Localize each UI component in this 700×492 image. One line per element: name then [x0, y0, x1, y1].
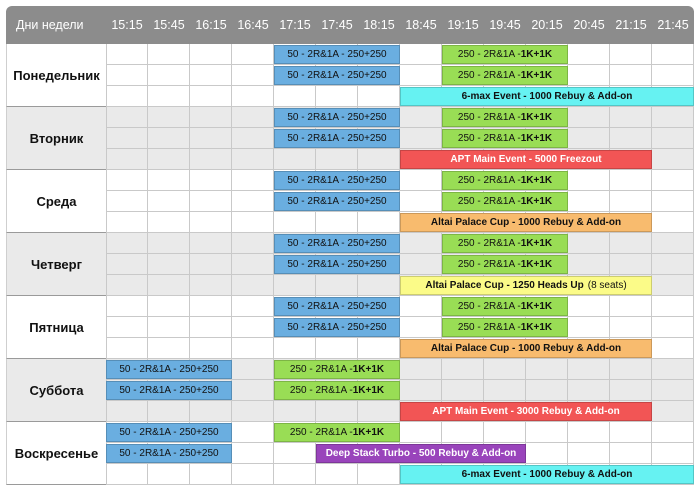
day-label: Понедельник	[6, 44, 106, 107]
header-time: 17:45	[316, 6, 358, 44]
grid-cell	[316, 464, 358, 485]
grid-cell	[148, 317, 190, 338]
grid-cell	[652, 191, 694, 212]
grid-cell	[232, 317, 274, 338]
grid-cell	[232, 464, 274, 485]
grid-cell	[400, 191, 442, 212]
grid-cell	[652, 170, 694, 191]
grid-cell	[190, 149, 232, 170]
grid-cell	[610, 254, 652, 275]
grid-cell	[568, 233, 610, 254]
grid-cell	[232, 380, 274, 401]
grid-cell	[568, 170, 610, 191]
day-label: Вторник	[6, 107, 106, 170]
tournament-event[interactable]: 250 - 2R&1A - 1K+1K	[442, 192, 568, 211]
grid-cell	[610, 65, 652, 86]
grid-cell	[568, 65, 610, 86]
grid-cell	[232, 191, 274, 212]
header-time: 21:15	[610, 6, 652, 44]
header-time: 16:15	[190, 6, 232, 44]
grid-cell	[400, 296, 442, 317]
tournament-event[interactable]: 50 - 2R&1A - 250+250	[274, 192, 400, 211]
grid-cell	[610, 380, 652, 401]
grid-cell	[148, 275, 190, 296]
grid-cell	[190, 107, 232, 128]
grid-cell	[316, 338, 358, 359]
grid-cell	[106, 170, 148, 191]
event-highlight: APT Main Event - 3000 Rebuy & Add-on	[432, 406, 620, 417]
grid-cell	[274, 149, 316, 170]
grid-cell	[358, 401, 400, 422]
event-highlight: 1K+1K	[520, 196, 553, 207]
event-highlight: 1K+1K	[520, 133, 553, 144]
grid-cell	[652, 296, 694, 317]
event-highlight: Altai Palace Cup - 1000 Rebuy & Add-on	[430, 217, 622, 228]
grid-cell	[568, 317, 610, 338]
grid-cell	[610, 128, 652, 149]
grid-cell	[610, 296, 652, 317]
grid-cell	[316, 212, 358, 233]
grid-cell	[274, 443, 316, 464]
grid-cell	[652, 128, 694, 149]
tournament-event[interactable]	[400, 339, 652, 358]
event-highlight: 6-max Event - 1000 Rebuy & Add-on	[461, 91, 633, 102]
header-days-label: Дни недели	[6, 6, 106, 44]
grid-cell	[190, 254, 232, 275]
tournament-event[interactable]	[316, 444, 526, 463]
grid-cell	[106, 275, 148, 296]
grid-cell	[232, 338, 274, 359]
grid-cell	[274, 275, 316, 296]
grid-cell	[190, 44, 232, 65]
grid-cell	[568, 359, 610, 380]
grid-cell	[568, 107, 610, 128]
grid-cell	[484, 422, 526, 443]
grid-cell	[358, 149, 400, 170]
day-label: Пятница	[6, 296, 106, 359]
header-time: 15:45	[148, 6, 190, 44]
grid-cell	[148, 191, 190, 212]
grid-cell	[610, 422, 652, 443]
header-time: 20:45	[568, 6, 610, 44]
tournament-event[interactable]: 250 - 2R&1A - 1K+1K	[442, 234, 568, 253]
tournament-event[interactable]: 250 - 2R&1A - 1K+1K	[442, 66, 568, 85]
grid-cell	[652, 65, 694, 86]
grid-cell	[652, 254, 694, 275]
grid-cell	[610, 107, 652, 128]
grid-cell	[190, 317, 232, 338]
tournament-event[interactable]	[400, 87, 694, 106]
grid-cell	[232, 275, 274, 296]
grid-cell	[106, 128, 148, 149]
day-label: Четверг	[6, 233, 106, 296]
grid-cell	[568, 128, 610, 149]
grid-cell	[652, 443, 694, 464]
grid-cell	[190, 296, 232, 317]
header-time: 21:45	[652, 6, 694, 44]
grid-cell	[232, 170, 274, 191]
grid-cell	[190, 338, 232, 359]
event-highlight: 1K+1K	[352, 364, 385, 375]
grid-cell	[148, 86, 190, 107]
grid-cell	[652, 233, 694, 254]
grid-cell	[106, 233, 148, 254]
grid-cell	[358, 86, 400, 107]
grid-cell	[652, 338, 694, 359]
grid-cell	[232, 128, 274, 149]
event-highlight: APT Main Event - 5000 Freezout	[450, 154, 602, 165]
grid-cell	[652, 275, 694, 296]
grid-cell	[190, 212, 232, 233]
grid-cell	[274, 212, 316, 233]
grid-cell	[190, 170, 232, 191]
grid-cell	[568, 380, 610, 401]
event-highlight: 1K+1K	[520, 175, 553, 186]
grid-cell	[232, 212, 274, 233]
grid-cell	[400, 359, 442, 380]
grid-cell	[400, 107, 442, 128]
grid-cell	[106, 65, 148, 86]
grid-cell	[358, 464, 400, 485]
grid-cell	[568, 44, 610, 65]
tournament-event[interactable]: 250 - 2R&1A - 1K+1K	[442, 318, 568, 337]
grid-cell	[652, 212, 694, 233]
header-time: 18:45	[400, 6, 442, 44]
grid-cell	[190, 401, 232, 422]
grid-cell	[232, 254, 274, 275]
grid-cell	[232, 65, 274, 86]
tournament-event[interactable]	[400, 213, 652, 232]
grid-cell	[610, 359, 652, 380]
grid-cell	[148, 233, 190, 254]
grid-cell	[190, 464, 232, 485]
grid-cell	[190, 191, 232, 212]
tournament-event[interactable]	[400, 276, 652, 295]
tournament-event[interactable]: 50 - 2R&1A - 250+250	[274, 255, 400, 274]
tournament-event[interactable]: 50 - 2R&1A - 250+250	[274, 234, 400, 253]
tournament-event[interactable]: 50 - 2R&1A - 250+250	[106, 381, 232, 400]
grid-cell	[526, 422, 568, 443]
event-highlight: 1K+1K	[520, 301, 553, 312]
grid-cell	[652, 380, 694, 401]
tournament-event[interactable]: 250 - 2R&1A - 1K+1K	[274, 381, 400, 400]
grid-cell	[610, 44, 652, 65]
grid-cell	[484, 380, 526, 401]
grid-cell	[610, 170, 652, 191]
grid-cell	[610, 233, 652, 254]
tournament-event[interactable]: 250 - 2R&1A - 1K+1K	[442, 255, 568, 274]
grid-cell	[652, 422, 694, 443]
grid-cell	[568, 254, 610, 275]
grid-cell	[148, 296, 190, 317]
header-time: 15:15	[106, 6, 148, 44]
grid-cell	[274, 338, 316, 359]
grid-cell	[610, 191, 652, 212]
header-time: 19:45	[484, 6, 526, 44]
grid-cell	[400, 128, 442, 149]
grid-cell	[148, 128, 190, 149]
grid-cell	[148, 149, 190, 170]
grid-cell	[400, 44, 442, 65]
grid-cell	[106, 212, 148, 233]
tournament-event[interactable]: 250 - 2R&1A - 1K+1K	[274, 423, 400, 442]
tournament-event[interactable]: 250 - 2R&1A - 1K+1K	[442, 171, 568, 190]
tournament-event[interactable]: 50 - 2R&1A - 250+250	[106, 444, 232, 463]
header-time: 20:15	[526, 6, 568, 44]
tournament-event[interactable]	[400, 402, 652, 421]
day-label: Воскресенье	[6, 422, 106, 485]
tournament-event[interactable]	[400, 150, 652, 169]
grid-cell	[106, 107, 148, 128]
grid-cell	[442, 359, 484, 380]
grid-cell	[400, 170, 442, 191]
grid-cell	[106, 44, 148, 65]
event-highlight: 1K+1K	[520, 238, 553, 249]
grid-cell	[568, 191, 610, 212]
grid-cell	[442, 380, 484, 401]
tournament-event[interactable]: 50 - 2R&1A - 250+250	[106, 360, 232, 379]
event-highlight: 1K+1K	[520, 259, 553, 270]
grid-cell	[610, 443, 652, 464]
grid-cell	[358, 338, 400, 359]
grid-cell	[400, 65, 442, 86]
event-highlight: 1K+1K	[352, 385, 385, 396]
grid-cell	[148, 44, 190, 65]
grid-cell	[568, 422, 610, 443]
grid-cell	[274, 464, 316, 485]
grid-cell	[106, 464, 148, 485]
grid-cell	[232, 86, 274, 107]
grid-cell	[232, 401, 274, 422]
grid-cell	[148, 338, 190, 359]
grid-cell	[106, 401, 148, 422]
grid-cell	[232, 149, 274, 170]
grid-cell	[190, 65, 232, 86]
tournament-event[interactable]: 50 - 2R&1A - 250+250	[274, 129, 400, 148]
grid-cell	[190, 233, 232, 254]
event-highlight: 1K+1K	[520, 49, 553, 60]
tournament-event[interactable]: 250 - 2R&1A - 1K+1K	[274, 360, 400, 379]
tournament-event[interactable]: 250 - 2R&1A - 1K+1K	[442, 297, 568, 316]
grid-cell	[526, 359, 568, 380]
grid-cell	[232, 233, 274, 254]
grid-cell	[316, 149, 358, 170]
header-time: 17:15	[274, 6, 316, 44]
event-highlight: Altai Palace Cup - 1000 Rebuy & Add-on	[430, 343, 622, 354]
tournament-event[interactable]	[400, 465, 694, 484]
grid-cell	[232, 359, 274, 380]
day-label: Среда	[6, 170, 106, 233]
grid-cell	[106, 149, 148, 170]
event-highlight: 1K+1K	[352, 427, 385, 438]
tournament-event[interactable]: 50 - 2R&1A - 250+250	[274, 66, 400, 85]
grid-cell	[106, 86, 148, 107]
tournament-event[interactable]: 50 - 2R&1A - 250+250	[106, 423, 232, 442]
grid-cell	[358, 275, 400, 296]
event-highlight: Altai Palace Cup - 1250 Heads Up	[425, 280, 584, 291]
tournament-event[interactable]: 50 - 2R&1A - 250+250	[274, 297, 400, 316]
grid-cell	[232, 296, 274, 317]
grid-cell	[148, 65, 190, 86]
event-highlight: 1K+1K	[520, 322, 553, 333]
grid-cell	[568, 443, 610, 464]
tournament-event[interactable]: 50 - 2R&1A - 250+250	[274, 45, 400, 64]
grid-cell	[232, 422, 274, 443]
grid-cell	[568, 296, 610, 317]
grid-cell	[652, 401, 694, 422]
grid-cell	[358, 212, 400, 233]
grid-cell	[106, 338, 148, 359]
event-note: (8 seats)	[587, 280, 627, 291]
grid-cell	[232, 443, 274, 464]
grid-cell	[106, 317, 148, 338]
grid-cell	[610, 317, 652, 338]
grid-cell	[148, 254, 190, 275]
event-highlight: 1K+1K	[520, 112, 553, 123]
grid-cell	[400, 422, 442, 443]
header-time: 19:15	[442, 6, 484, 44]
tournament-event[interactable]: 250 - 2R&1A - 1K+1K	[442, 45, 568, 64]
tournament-event[interactable]: 50 - 2R&1A - 250+250	[274, 318, 400, 337]
grid-cell	[400, 317, 442, 338]
grid-cell	[652, 44, 694, 65]
tournament-event[interactable]: 50 - 2R&1A - 250+250	[274, 108, 400, 127]
grid-cell	[190, 86, 232, 107]
grid-cell	[274, 86, 316, 107]
grid-cell	[442, 422, 484, 443]
grid-cell	[190, 128, 232, 149]
grid-cell	[652, 149, 694, 170]
event-highlight: 1K+1K	[520, 70, 553, 81]
header-time: 16:45	[232, 6, 274, 44]
grid-cell	[106, 296, 148, 317]
grid-cell	[400, 254, 442, 275]
grid-cell	[316, 401, 358, 422]
grid-cell	[232, 107, 274, 128]
grid-cell	[316, 275, 358, 296]
grid-cell	[148, 401, 190, 422]
tournament-event[interactable]: 50 - 2R&1A - 250+250	[274, 171, 400, 190]
grid-cell	[274, 401, 316, 422]
grid-cell	[106, 191, 148, 212]
grid-cell	[148, 212, 190, 233]
tournament-event[interactable]: 250 - 2R&1A - 1K+1K	[442, 129, 568, 148]
grid-cell	[148, 107, 190, 128]
grid-cell	[652, 317, 694, 338]
grid-cell	[526, 380, 568, 401]
event-highlight: 6-max Event - 1000 Rebuy & Add-on	[461, 469, 633, 480]
grid-cell	[526, 443, 568, 464]
grid-cell	[148, 464, 190, 485]
grid-cell	[190, 275, 232, 296]
grid-cell	[400, 233, 442, 254]
day-label: Суббота	[6, 359, 106, 422]
grid-cell	[652, 359, 694, 380]
event-highlight: Deep Stack Turbo - 500 Rebuy & Add-on	[325, 448, 517, 459]
header-time: 18:15	[358, 6, 400, 44]
grid-cell	[652, 107, 694, 128]
grid-cell	[106, 254, 148, 275]
grid-cell	[232, 44, 274, 65]
tournament-event[interactable]: 250 - 2R&1A - 1K+1K	[442, 108, 568, 127]
grid-cell	[400, 380, 442, 401]
grid-cell	[148, 170, 190, 191]
grid-cell	[484, 359, 526, 380]
grid-cell	[316, 86, 358, 107]
